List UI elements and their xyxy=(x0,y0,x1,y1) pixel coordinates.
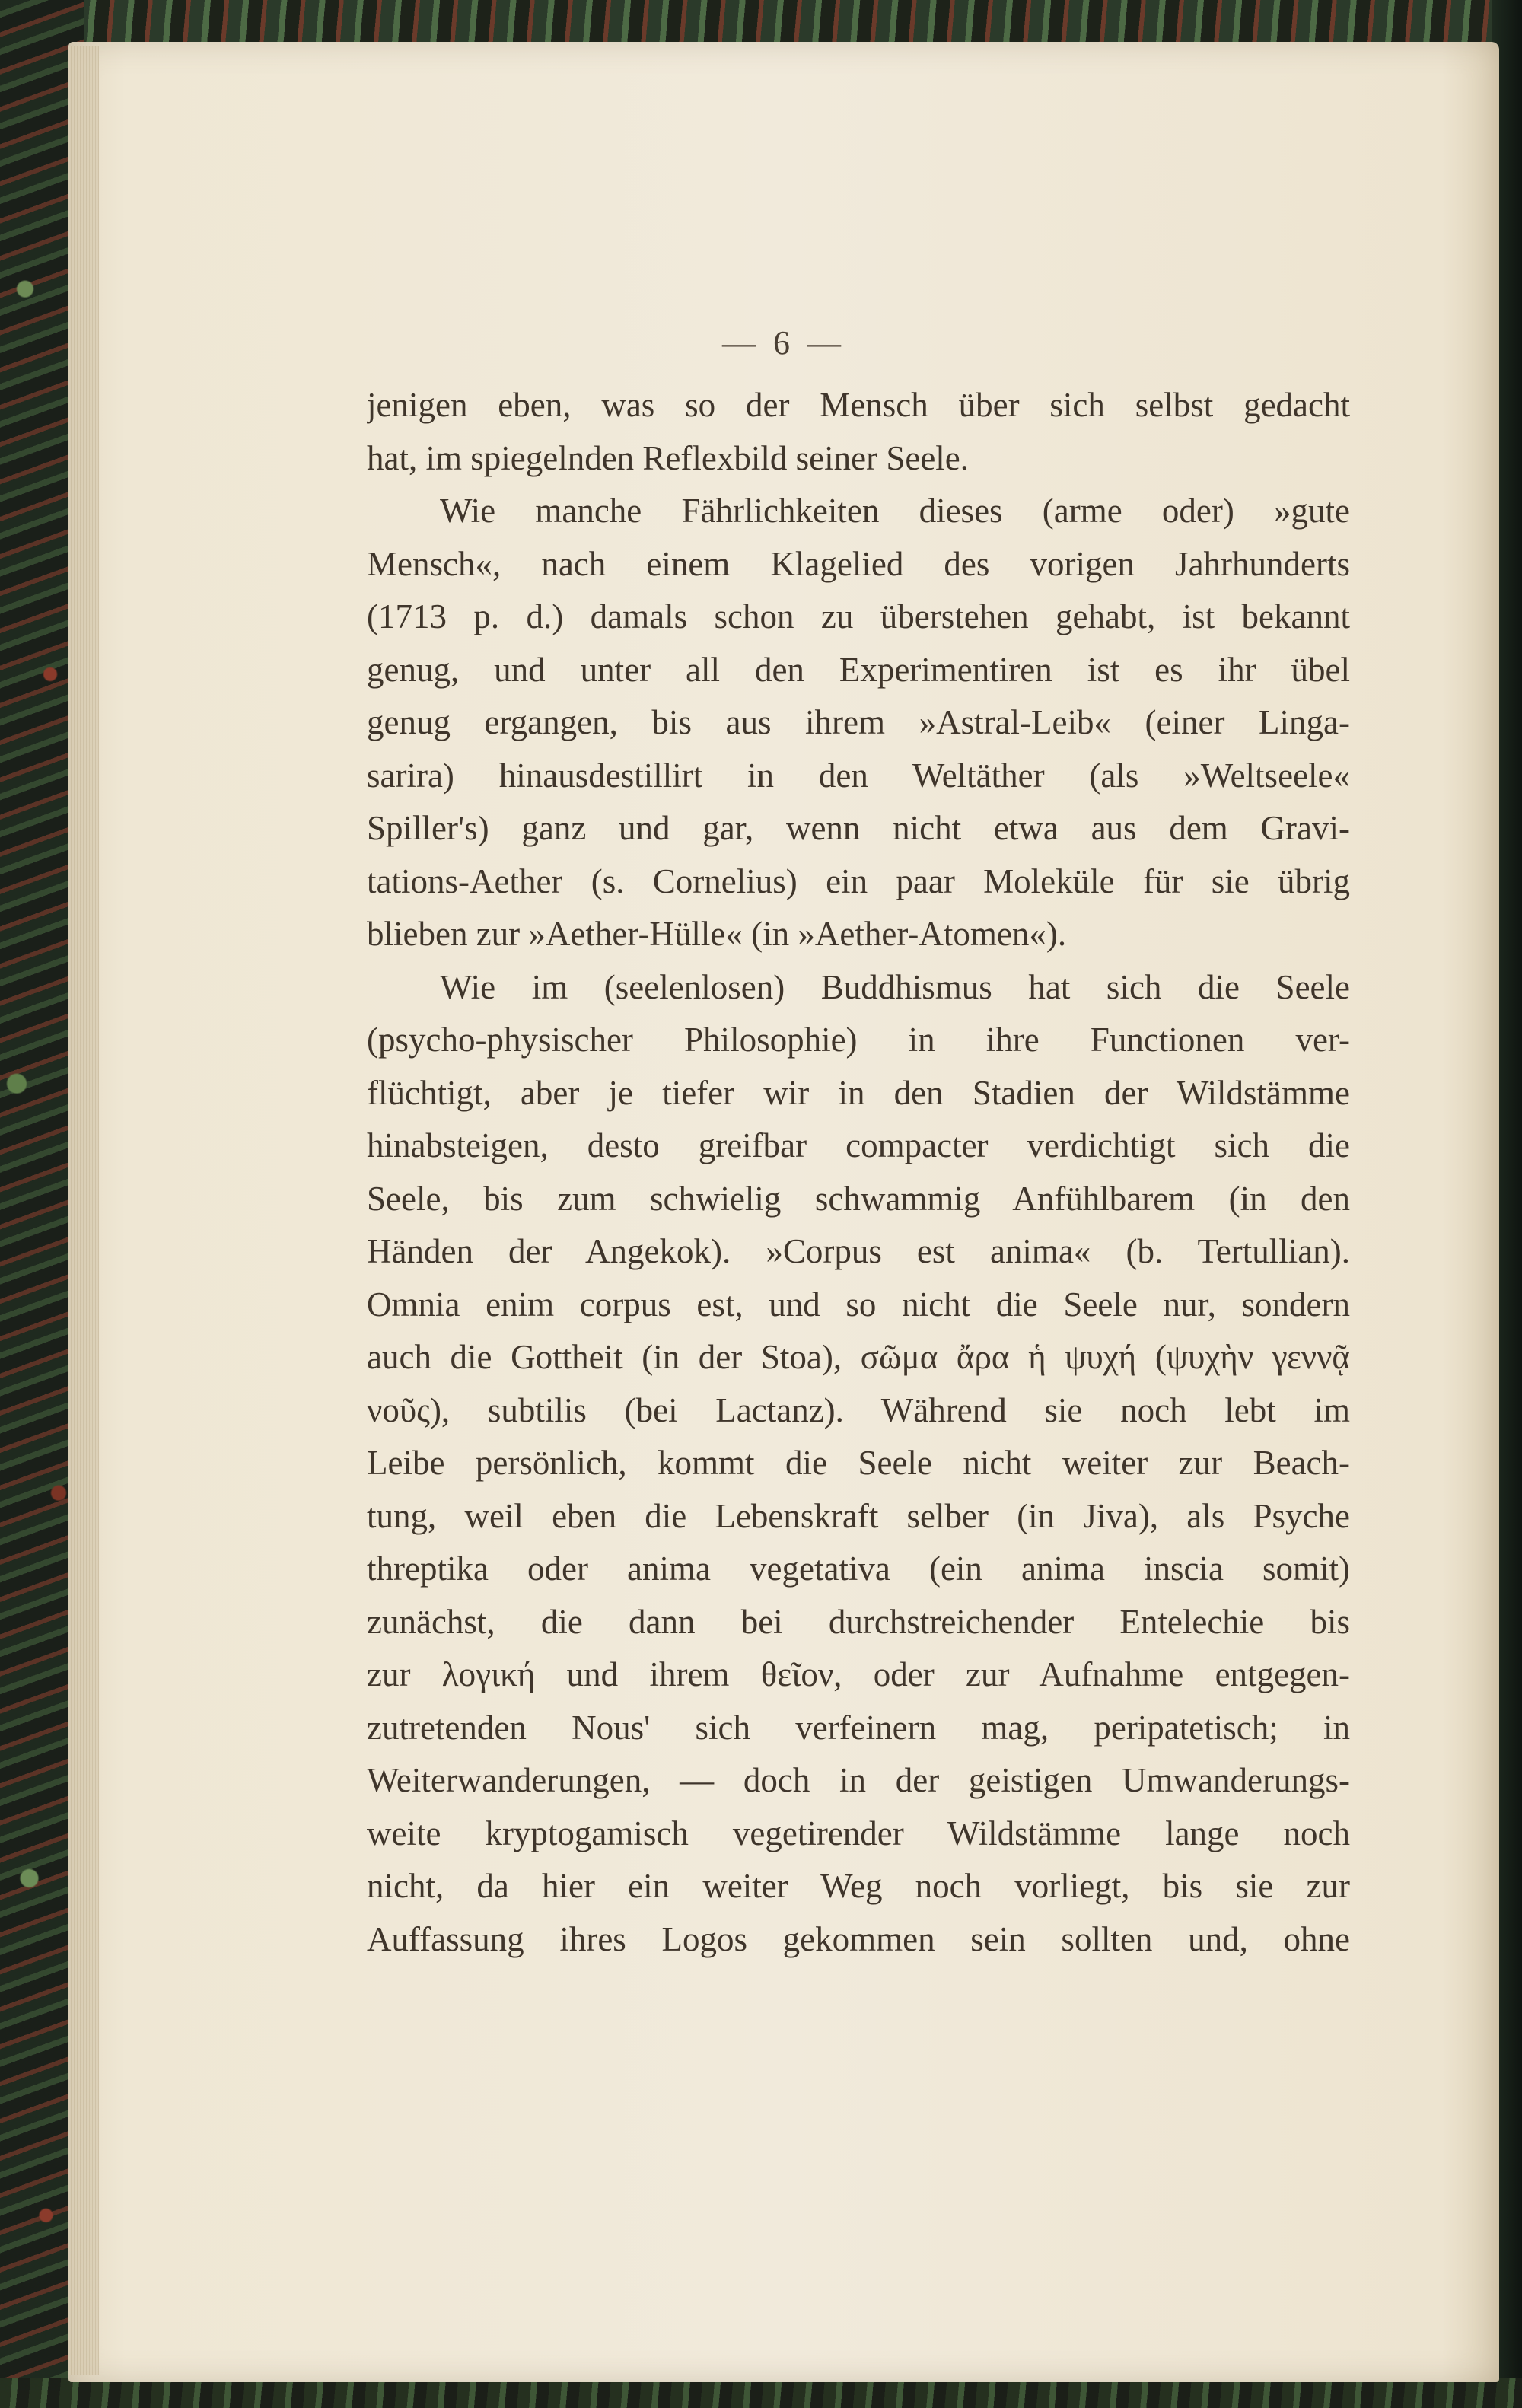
cover-edge-bottom xyxy=(0,2378,1522,2408)
text-line: sarira) hinausdestillirt in den Weltäther (als »Weltseele« xyxy=(367,756,1350,795)
text-line: hat, im spiegelnden Reflexbild seiner Seele. xyxy=(367,438,970,477)
text-line: Weiterwanderungen, — doch in der geistigen Umwanderungs- xyxy=(367,1761,1350,1799)
text-line: Wie manche Fährlichkeiten dieses (arme oder) »gute xyxy=(440,492,1350,530)
text-line: νοῦς), subtilis (bei Lactanz). Während sie noch lebt im xyxy=(367,1390,1350,1429)
text-line: genug, und unter all den Experimentiren ist es ihr übel xyxy=(367,650,1350,689)
text-line: (psycho-physischer Philosophie) in ihre Functionen ver- xyxy=(367,1021,1350,1059)
page-number: — 6 — xyxy=(722,324,845,362)
page-leaf-edges xyxy=(68,46,99,2375)
text-line: Händen der Angekok). »Corpus est anima« (b. Tertullian). xyxy=(367,1232,1350,1270)
text-line: Wie im (seelenlosen) Buddhismus hat sich die Seele xyxy=(440,967,1350,1006)
text-line: weite kryptogamisch vegetirender Wildstämme lange noch xyxy=(367,1814,1350,1852)
text-line: flüchtigt, aber je tiefer wir in den Stadien der Wildstämme xyxy=(367,1073,1350,1112)
text-line: auch die Gottheit (in der Stoa), σῶμα ἄρα ἡ ψυχή (ψυχὴν γεννᾷ xyxy=(367,1338,1350,1376)
text-line: Omnia enim corpus est, und so nicht die Seele nur, sondern xyxy=(367,1285,1350,1323)
text-line: genug ergangen, bis aus ihrem »Astral-Leib« (einer Linga- xyxy=(367,703,1350,741)
text-line: jenigen eben, was so der Mensch über sich selbst gedacht xyxy=(367,386,1350,424)
text-line: tations-Aether (s. Cornelius) ein paar Moleküle für sie übrig xyxy=(367,862,1350,900)
text-line: blieben zur »Aether-Hülle« (in »Aether-Atomen«). xyxy=(367,915,1067,953)
text-line: nicht, da hier ein weiter Weg noch vorliegt, bis sie zur xyxy=(367,1867,1350,1905)
text-line: Leibe persönlich, kommt die Seele nicht weiter zur Beach- xyxy=(367,1444,1350,1482)
text-line: zunächst, die dann bei durchstreichender Entelechie bis xyxy=(367,1602,1350,1641)
text-line: Spiller's) ganz und gar, wenn nicht etwa aus dem Gravi- xyxy=(367,809,1350,847)
text-line: Auffassung ihres Logos gekommen sein sollten und, ohne xyxy=(367,1919,1350,1958)
text-line: tung, weil eben die Lebenskraft selber (in Jiva), als Psyche xyxy=(367,1496,1350,1535)
text-line: Seele, bis zum schwielig schwammig Anfühlbarem (in den xyxy=(367,1179,1350,1218)
text-line: (1713 p. d.) damals schon zu überstehen gehabt, ist bekannt xyxy=(367,597,1350,635)
body-text xyxy=(367,379,1350,1966)
text-line: threptika oder anima vegetativa (ein anima inscia somit) xyxy=(367,1550,1350,1588)
text-line: hinabsteigen, desto greifbar compacter verdichtigt sich die xyxy=(367,1126,1350,1164)
text-line: zutretenden Nous' sich verfeinern mag, peripatetisch; in xyxy=(367,1708,1350,1747)
text-line: zur λογική und ihrem θεῖον, oder zur Aufnahme entgegen- xyxy=(367,1655,1350,1693)
text-line: Mensch«, nach einem Klagelied des vorigen Jahrhunderts xyxy=(367,544,1350,583)
